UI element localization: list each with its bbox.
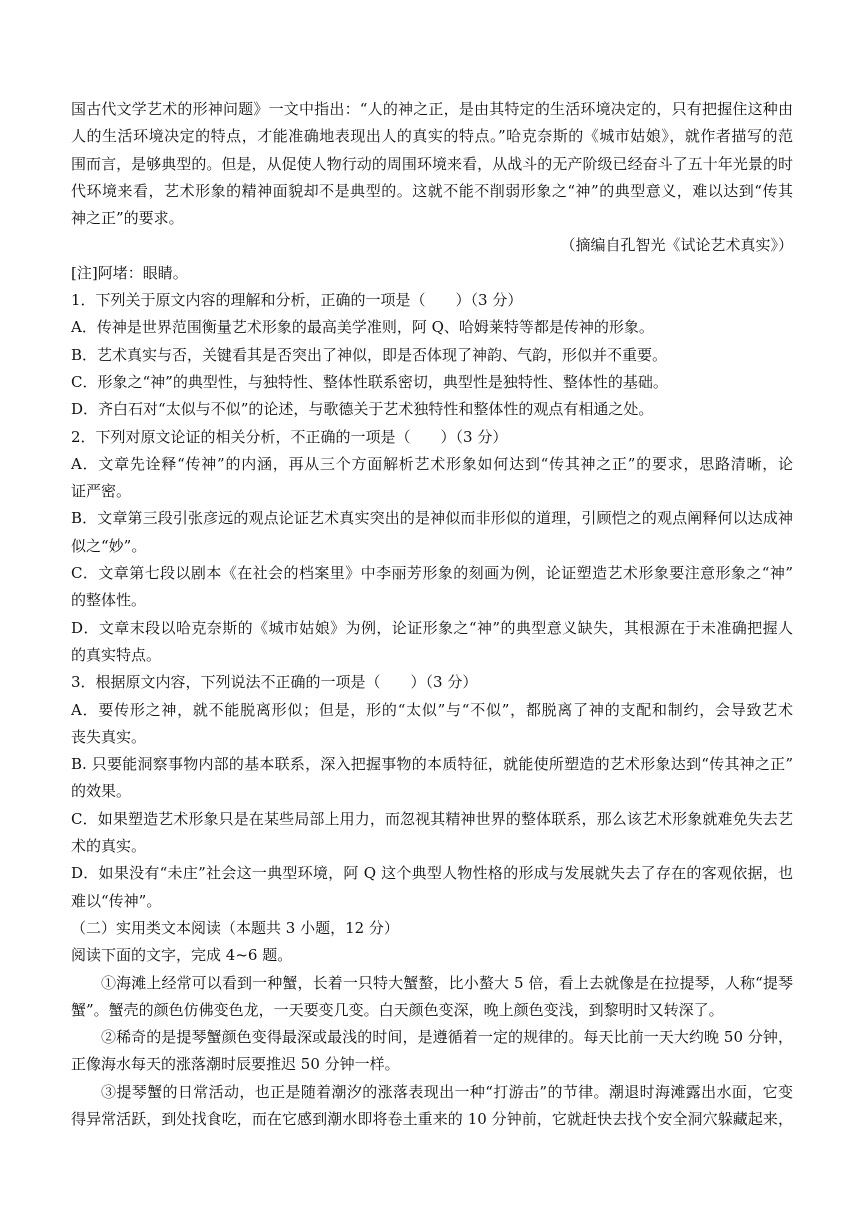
- option-b: B. 只要能洞察事物内部的基本联系，深入把握事物的本质特征，就能使所塑造的艺术形象达到“传其神之正”: [71, 755, 793, 774]
- option-a: A．文章先诠释“传神”的内涵，再从三个方面解析艺术形象如何达到“传其神之正”的要求，思路清晰，论: [71, 454, 793, 473]
- annotation-note: [注]阿堵：眼睛。: [71, 263, 188, 282]
- option-d: D．齐白石对“太似与不似”的论述，与歌德关于艺术独特性和整体性的观点有相通之处。: [71, 400, 654, 419]
- option-b-cont: 似之“妙”。: [71, 536, 147, 555]
- option-a: A．要传形之神，就不能脱离形似；但是，形的“太似”与“不似”，都脱离了神的支配和制约，会导致艺术: [71, 700, 793, 719]
- option-c: C．文章第七段以剧本《在社会的档案里》中李丽芳形象的刻画为例，论证塑造艺术形象要注意形象之“神”: [71, 564, 793, 583]
- passage-line: 神之正”的要求。: [71, 209, 184, 228]
- question-1: [71, 287, 793, 423]
- option-b: B．文章第三段引张彦远的观点论证艺术真实突出的是神似而非形似的道理，引顾恺之的观点阐释何以达成神: [71, 509, 793, 528]
- paragraph-1: ①海滩上经常可以看到一种蟹，长着一只特大蟹螯，比小螯大 5 倍，看上去就像是在拉提琴，人称“提琴: [101, 973, 793, 992]
- option-a: A．传神是世界范围衡量艺术形象的最高美学准则，阿 Q、哈姆莱特等都是传神的形象。: [71, 318, 654, 337]
- section-heading: （二）实用类文本阅读（本题共 3 小题，12 分）: [71, 918, 399, 937]
- option-b-cont: 的效果。: [71, 782, 132, 801]
- option-d-cont: 难以“传神”。: [71, 891, 162, 910]
- passage-line: 代环境来看，艺术形象的精神面貌却不是典型的。这就不能不削弱形象之“神”的典型意义，难以达到“传其: [71, 181, 793, 200]
- paragraph-1-cont: 蟹”。蟹壳的颜色仿佛变色龙，一天要变几变。白天颜色变深，晚上颜色变浅，到黎明时又转深了。: [71, 1000, 724, 1019]
- paragraph-2: ②稀奇的是提琴蟹颜色变得最深或最浅的时间，是遵循着一定的规律的。每天比前一天大约晚 50 分钟，: [101, 1028, 793, 1047]
- question-2: [71, 424, 793, 670]
- paragraph-2-cont: 正像海水每天的涨落潮时辰要推迟 50 分钟一样。: [71, 1055, 400, 1074]
- section-instruction: 阅读下面的文字，完成 4~6 题。: [71, 946, 293, 965]
- question-stem: 3．根据原文内容，下列说法不正确的一项是（ ）（3 分）: [71, 673, 478, 692]
- passage-tail: [71, 96, 793, 260]
- paragraph-3-cont: 得异常活跃，到处找食吃，而在它感到潮水即将卷土重来的 10 分钟前，它就赶快去找个安全洞穴躲藏起来，: [71, 1109, 793, 1128]
- question-stem: 1．下列关于原文内容的理解和分析，正确的一项是（ ）（3 分）: [71, 291, 523, 310]
- option-d: D．文章末段以哈克奈斯的《城市姑娘》为例，论证形象之“神”的典型意义缺失，其根源在于未准确把握人: [71, 618, 793, 637]
- paragraph-3: ③提琴蟹的日常活动，也正是随着潮汐的涨落表现出一种“打游击”的节律。潮退时海滩露出水面，它变: [101, 1082, 793, 1101]
- option-c: C．形象之“神”的典型性，与独特性、整体性联系密切，典型性是独特性、整体性的基础。: [71, 372, 668, 391]
- passage-line: 围而言，是够典型的。但是，从促使人物行动的周围环境来看，从战斗的无产阶级已经奋斗了五十年光景的时: [71, 154, 793, 173]
- option-a-cont: 证严密。: [71, 482, 132, 501]
- option-c-cont: 的整体性。: [71, 591, 147, 610]
- question-stem: 2．下列对原文论证的相关分析，不正确的一项是（ ）（3 分）: [71, 427, 508, 446]
- question-3: [71, 669, 793, 915]
- option-a-cont: 丧失真实。: [71, 727, 147, 746]
- section-2: [71, 915, 793, 1133]
- source-citation: （摘编自孔智光《试论艺术真实》）: [560, 236, 793, 255]
- option-c: C．如果塑造艺术形象只是在某些局部上用力，而忽视其精神世界的整体联系，那么该艺术形象就难免失去艺: [71, 809, 793, 828]
- option-d: D．如果没有“未庄”社会这一典型环境，阿 Q 这个典型人物性格的形成与发展就失去了存在的客观依据，也: [71, 864, 793, 883]
- passage-line: 国古代文学艺术的形神问题》一文中指出：“人的神之正，是由其特定的生活环境决定的，只有把握住这种由: [71, 100, 793, 118]
- passage-line: 人的生活环境决定的特点，才能准确地表现出人的真实的特点。”哈克奈斯的《城市姑娘》，就作者描写的范: [71, 127, 793, 146]
- option-d-cont: 的真实特点。: [71, 645, 162, 664]
- option-c-cont: 术的真实。: [71, 837, 147, 856]
- document-body: [71, 96, 793, 1133]
- option-b: B．艺术真实与否，关键看其是否突出了神似，即是否体现了神韵、气韵，形似并不重要。: [71, 345, 668, 364]
